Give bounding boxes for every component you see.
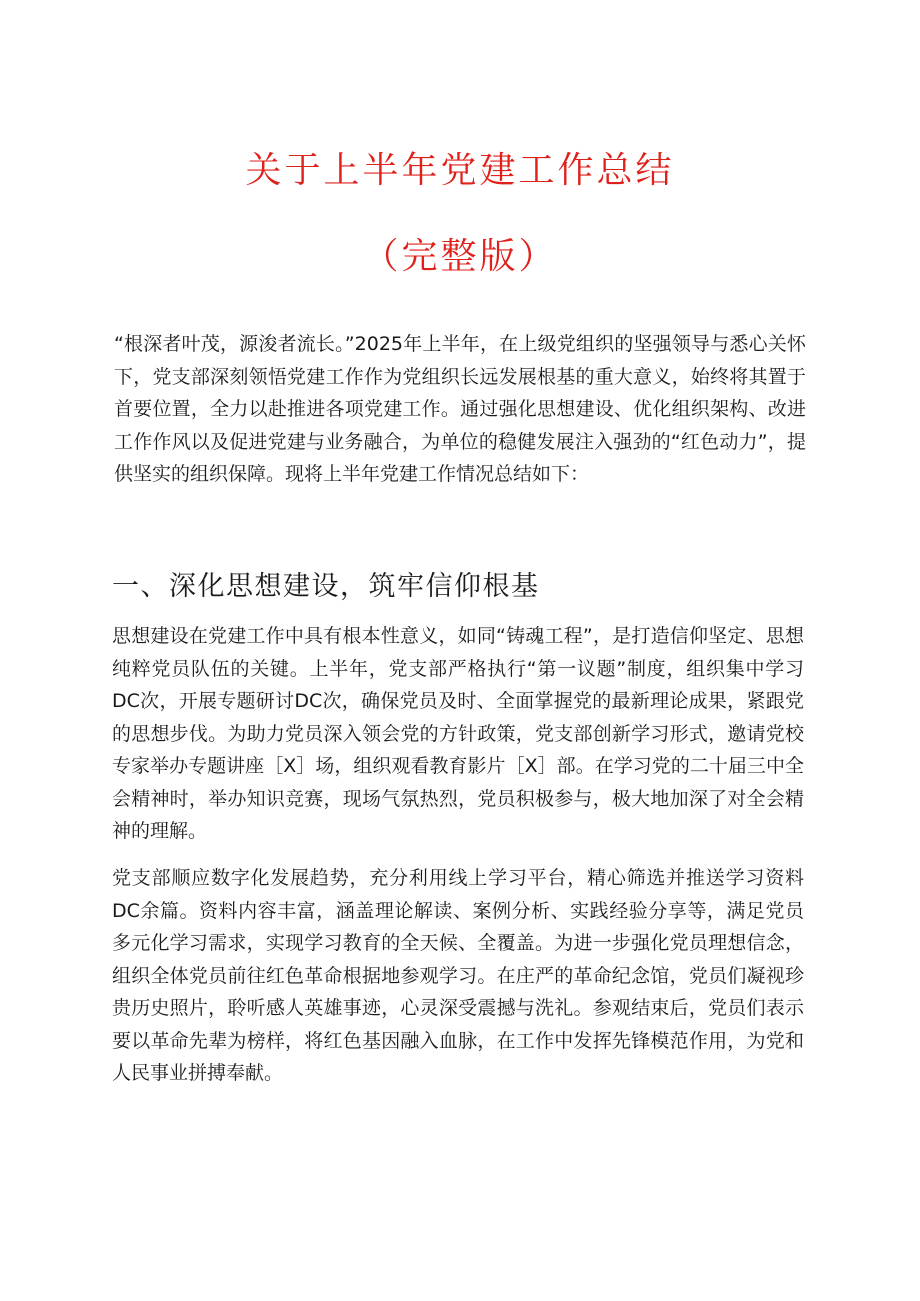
body-paragraph: 党支部顺应数字化发展趋势，充分利用线上学习平台，精心筛选并推送学习资料DC余篇。资料内容丰富，涵盖理论解读、案例分析、实践经验分享等，满足党员多元化学习需求，实现学习教育的全天候、全覆盖。为进一步强化党员理想信念，组织全体党员前往红色革命根据地参观学习。在庄严的革命纪念馆，党员们凝视珍贵历史照片，聆听感人英雄事迹，心灵深受震撼与洗礼。参观结束后，党员们表示要以革命先辈为榜样，将红色基因融入血脉，在工作中发挥先锋模范作用，为党和人民事业拼搏奉献。 [112,867,804,1084]
intro-paragraph: “根深者叶茂，源浚者流长。”2025年上半年，在上级党组织的坚强领导与悉心关怀下，党支部深刻领悟党建工作作为党组织长远发展根基的重大意义，始终将其置于首要位置，全力以赴推进各项党建工作。通过强化思想建设、优化组织架构、改进工作作风以及促进党建与业务融合，为单位的稳健发展注入强劲的“红色动力”，提供坚实的组织保障。现将上半年党建工作情况总结如下： [114,333,806,485]
section-heading: 一、深化思想建设，筑牢信仰根基 [112,571,540,602]
document-title: 关于上半年党建工作总结 [245,150,675,191]
document-subtitle: （完整版） [362,236,558,277]
body-paragraph: 思想建设在党建工作中具有根本性意义，如同“铸魂工程”，是打造信仰坚定、思想纯粹党员队伍的关键。上半年，党支部严格执行“第一议题”制度，组织集中学习DC次，开展专题研讨DC次，确保党员及时、全面掌握党的最新理论成果，紧跟党的思想步伐。为助力党员深入领会党的方针政策，党支部创新学习形式，邀请党校专家举办专题讲座［X］场，组织观看教育影片［X］部。在学习党的二十届三中全会精神时，举办知识竞赛，现场气氛热烈，党员积极参与，极大地加深了对全会精神的理解。 [112,625,804,842]
